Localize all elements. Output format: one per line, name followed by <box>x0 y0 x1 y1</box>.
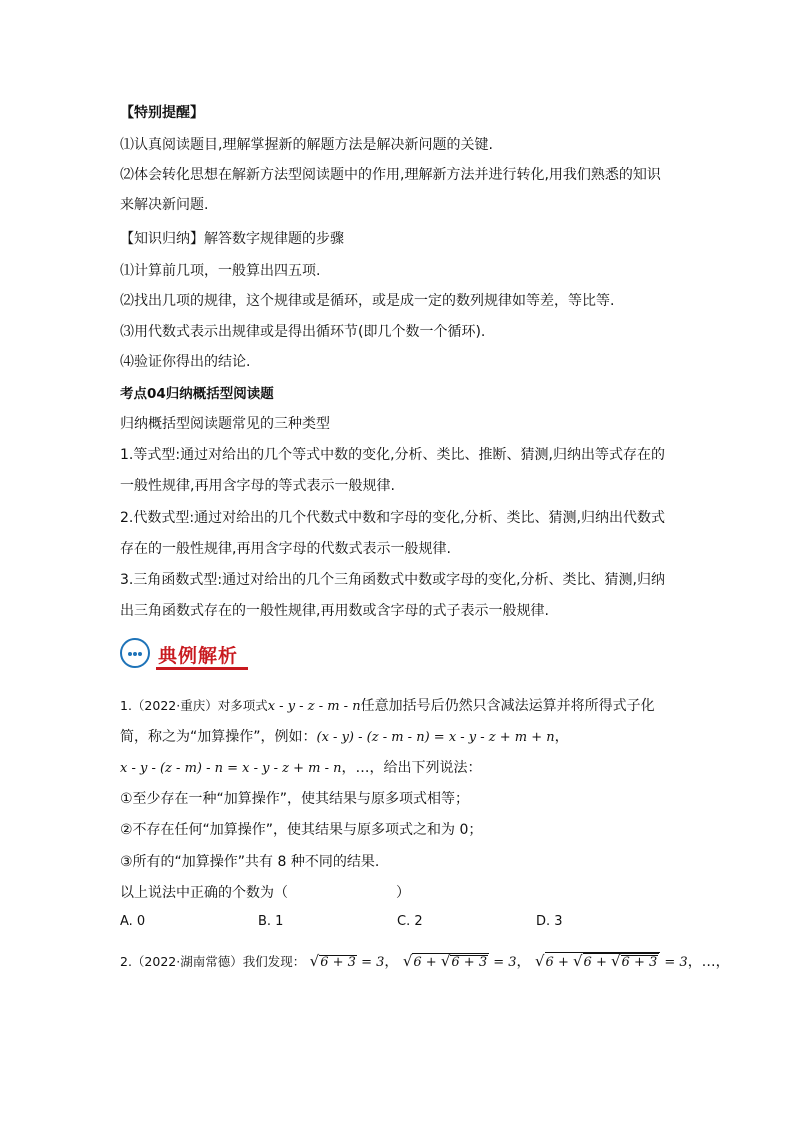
reminder-item-2: ⑵体会转化思想在解新方法型阅读题中的作用,理解新方法并进行转化,用我们熟悉的知识 <box>120 167 661 183</box>
statement-1: ①至少存在一种“加算操作”，使其结果与原多项式相等； <box>120 791 470 807</box>
question-start: 以上说法中正确的个数为（ <box>120 885 288 901</box>
option-c: C. 2 <box>397 914 423 929</box>
problem1-prefix: 1.（2022·重庆）对多项式 <box>120 698 268 713</box>
problem1-line3-end: ，…，给出下列说法： <box>341 760 482 776</box>
problem1-question <box>120 884 410 902</box>
problem1-line1 <box>120 697 655 716</box>
question-end: ） <box>396 885 410 901</box>
problem1-line2-end: ， <box>554 729 569 745</box>
type-line-2: 一般性规律,再用含字母的等式表示一般规律. <box>120 478 395 494</box>
knowledge-step-1: ⑴计算前几项，一般算出四五项. <box>120 263 321 279</box>
problem1-example1: (x - y) - (z - m - n) = x - y - z + m + n <box>316 730 555 745</box>
problem2-prefix: 2.（2022·湖南常德）我们发现： <box>120 954 306 969</box>
ellipsis-icon <box>120 638 150 668</box>
knowledge-title: 【知识归纳】解答数字规律题的步骤 <box>120 231 344 247</box>
statement-2: ②不存在任何“加算操作”，使其结果与原多项式之和为 0； <box>120 822 483 838</box>
reminder-item-3: 来解决新问题. <box>120 197 209 213</box>
problem1-polynomial: x - y - z - m - n <box>267 699 361 714</box>
knowledge-step-2: ⑵找出几项的规律，这个规律或是循环，或是成一定的数列规律如等差，等比等. <box>120 293 615 309</box>
type-line-3: 2.代数式型:通过对给出的几个代数式中数和字母的变化,分析、类比、猜测,归纳出代数式 <box>120 510 665 526</box>
option-b: B. 1 <box>258 914 284 929</box>
problem1-suffix: 任意加括号后仍然只含减法运算并将所得式子化 <box>360 698 655 714</box>
problem2-line <box>120 952 730 972</box>
reminder-title: 【特别提醒】 <box>120 105 204 121</box>
statement-3: ③所有的“加算操作”共有 8 种不同的结果. <box>120 854 380 870</box>
option-a: A. 0 <box>120 914 146 929</box>
type-line-1: 1.等式型:通过对给出的几个等式中数的变化,分析、类比、推断、猜测,归纳出等式存在的 <box>120 447 665 463</box>
section-heading: 考点04归纳概括型阅读题 <box>120 386 274 402</box>
example-banner <box>120 636 250 672</box>
option-d: D. 3 <box>536 914 563 929</box>
knowledge-step-3: ⑶用代数式表示出规律或是得出循环节(即几个数一个循环). <box>120 324 486 340</box>
problem1-line3 <box>120 759 482 778</box>
banner-title: 典例解析 <box>158 645 239 667</box>
type-line-6: 出三角函数式存在的一般性规律,再用数或含字母的式子表示一般规律. <box>120 603 549 619</box>
separator-2: ， <box>516 954 531 970</box>
knowledge-step-4: ⑷验证你得出的结论. <box>120 354 251 370</box>
problem1-example2: x - y - (z - m) - n = x - y - z + m - n <box>120 761 342 776</box>
equation-3: √6 + √6 + √6 + 3 = 3 <box>534 952 688 970</box>
problem1-line2-text: 简，称之为“加算操作”，例如： <box>120 729 317 745</box>
section-intro: 归纳概括型阅读题常见的三种类型 <box>120 416 330 432</box>
banner-underline <box>156 667 248 670</box>
type-line-5: 3.三角函数式型:通过对给出的几个三角函数式中数或字母的变化,分析、类比、猜测,归纳 <box>120 572 665 588</box>
type-line-4: 存在的一般性规律,再用含字母的代数式表示一般规律. <box>120 541 451 557</box>
reminder-item-1: ⑴认真阅读题目,理解掌握新的解题方法是解决新问题的关键. <box>120 137 493 153</box>
equation-2: √6 + √6 + 3 = 3 <box>402 952 517 970</box>
ellipsis-text: ，…， <box>687 954 730 970</box>
separator-1: ， <box>384 954 399 970</box>
problem1-line2 <box>120 728 569 747</box>
equation-1: √6 + 3 = 3 <box>309 952 385 970</box>
